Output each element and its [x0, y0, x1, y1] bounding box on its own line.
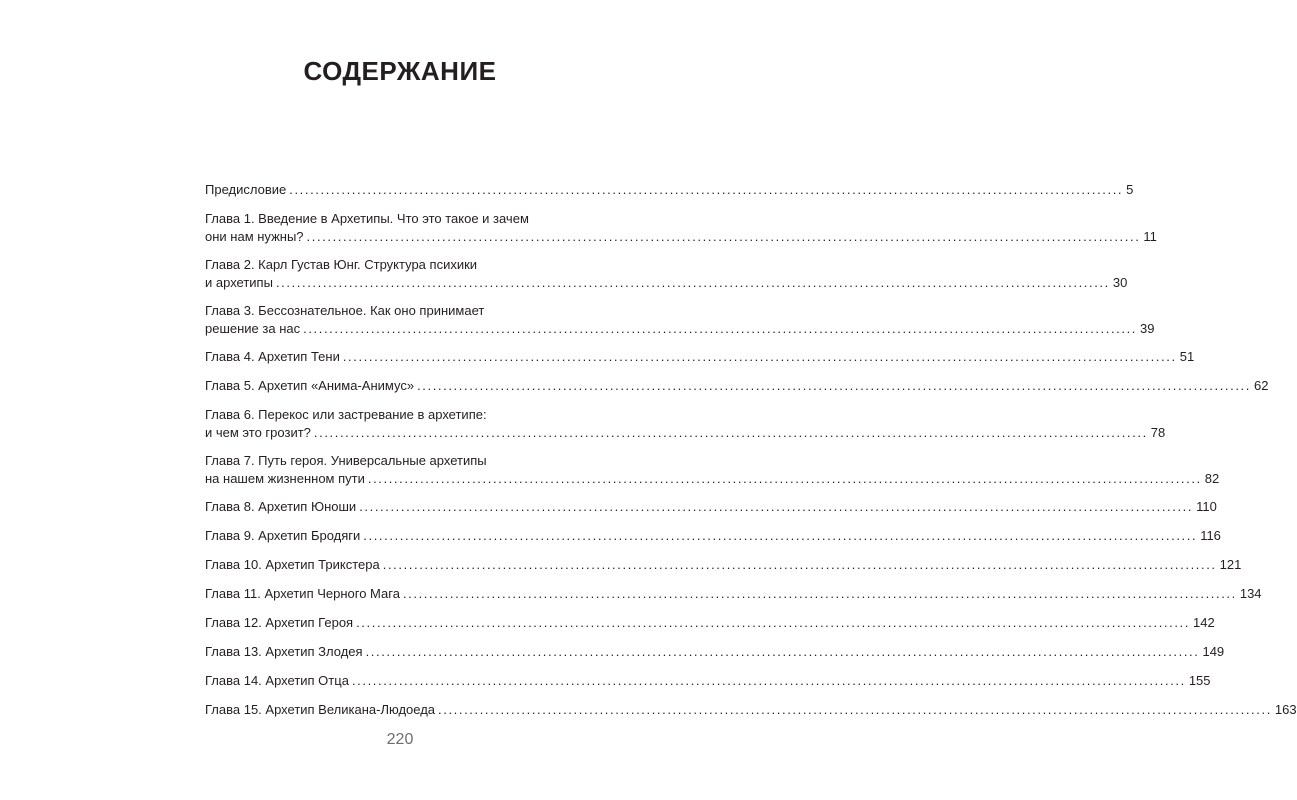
page-number: 220	[386, 731, 414, 748]
toc-entry	[205, 256, 1128, 292]
dot-leader: ................................................................................................................................................................	[289, 182, 1124, 197]
toc-entry-page-number: 142	[1192, 615, 1215, 630]
toc-entry-last-line	[205, 181, 1134, 199]
toc-entry-title-line: Глава 13. Архетип Злодея	[205, 644, 363, 659]
dot-leader: ................................................................................................................................................................	[382, 557, 1217, 572]
toc-entry-page-number: 51	[1179, 349, 1195, 364]
dot-leader: ................................................................................................................................................................	[356, 615, 1190, 630]
toc-entry-page-number: 134	[1239, 586, 1262, 601]
toc-entry-title-line: на нашем жизненном пути	[205, 471, 365, 486]
toc-entry-title-line: Глава 2. Карл Густав Юнг. Структура психики	[205, 257, 478, 272]
toc-entry	[205, 643, 1225, 661]
toc-entry-last-line	[205, 527, 1221, 545]
toc-entry	[205, 614, 1215, 632]
toc-entry	[205, 348, 1195, 366]
toc-entry-last-line	[205, 614, 1215, 632]
toc-entry-page-number: 110	[1196, 499, 1217, 514]
toc-entry-page-number: 155	[1188, 673, 1211, 688]
toc-entry-title-line: Глава 14. Архетип Отца	[205, 673, 349, 688]
table-of-contents	[205, 181, 1297, 719]
toc-entry-title-line: Глава 4. Архетип Тени	[205, 349, 340, 364]
dot-leader: ................................................................................................................................................................	[365, 644, 1200, 659]
toc-entry	[205, 556, 1242, 574]
dot-leader: ................................................................................................................................................................	[303, 321, 1138, 336]
toc-entry-page-number: 116	[1200, 528, 1221, 543]
toc-entry-page-number: 39	[1140, 321, 1155, 336]
toc-entry-last-line	[205, 320, 1155, 338]
toc-entry-page-number: 11	[1143, 229, 1157, 244]
toc-entry-last-line	[205, 274, 1128, 292]
toc-entry-last-line	[205, 585, 1262, 603]
toc-entry-last-line	[205, 556, 1242, 574]
toc-entry-title-line: Глава 10. Архетип Трикстера	[205, 557, 380, 572]
toc-entry	[205, 701, 1297, 719]
toc-entry-title-line: Глава 1. Введение в Архетипы. Что это такое и зачем	[205, 211, 529, 226]
dot-leader: ................................................................................................................................................................	[402, 586, 1237, 601]
toc-entry-title-line: Глава 7. Путь героя. Универсальные архетипы	[205, 453, 487, 468]
toc-entry-last-line	[205, 228, 1157, 246]
toc-entry-title-line: они нам нужны?	[205, 229, 304, 244]
toc-entry-title-line: и архетипы	[205, 275, 273, 290]
toc-entry	[205, 302, 1155, 338]
toc-entry-title-line: Глава 6. Перекос или застревание в архетипе:	[205, 407, 487, 422]
toc-entry-page-number: 149	[1202, 644, 1225, 659]
toc-entry-last-line	[205, 701, 1297, 719]
toc-entry	[205, 210, 1157, 246]
toc-entry-title-line: решение за нас	[205, 321, 301, 336]
toc-entry-title-line: Глава 3. Бессознательное. Как оно принимает	[205, 303, 485, 318]
toc-entry	[205, 181, 1134, 199]
toc-entry-page-number: 163	[1274, 702, 1297, 717]
toc-entry-last-line	[205, 498, 1217, 516]
toc-entry	[205, 585, 1262, 603]
toc-entry-last-line	[205, 672, 1211, 690]
dot-leader: ................................................................................................................................................................	[367, 471, 1202, 486]
toc-entry-page-number: 82	[1204, 471, 1220, 486]
toc-entry-last-line	[205, 643, 1225, 661]
dot-leader: ................................................................................................................................................................	[438, 702, 1272, 717]
dot-leader: ................................................................................................................................................................	[306, 229, 1141, 244]
dot-leader: ................................................................................................................................................................	[363, 528, 1198, 543]
toc-entry	[205, 452, 1220, 488]
toc-entry-page-number: 5	[1126, 182, 1134, 197]
toc-entry-title-line: Глава 11. Архетип Черного Мага	[205, 586, 400, 601]
toc-entry-title-line: Глава 9. Архетип Бродяги	[205, 528, 361, 543]
toc-entry-title-line: и чем это грозит?	[205, 425, 311, 440]
toc-entry	[205, 377, 1269, 395]
dot-leader: ................................................................................................................................................................	[417, 378, 1251, 393]
dot-leader: ................................................................................................................................................................	[275, 275, 1110, 290]
toc-entry-title-line: Глава 12. Архетип Героя	[205, 615, 354, 630]
dot-leader: ................................................................................................................................................................	[359, 499, 1194, 514]
page-title: СОДЕРЖАНИЕ	[303, 56, 497, 86]
toc-entry-page-number: 62	[1253, 378, 1269, 393]
toc-entry	[205, 406, 1166, 442]
toc-entry-title-line: Глава 8. Архетип Юноши	[205, 499, 357, 514]
toc-entry	[205, 498, 1217, 516]
toc-entry-title-line: Глава 5. Архетип «Анима-Анимус»	[205, 378, 415, 393]
dot-leader: ................................................................................................................................................................	[342, 349, 1177, 364]
toc-entry-page-number: 121	[1219, 557, 1242, 572]
toc-entry-last-line	[205, 470, 1220, 488]
toc-entry-last-line	[205, 348, 1195, 366]
toc-entry-title-line: Глава 15. Архетип Великана-Людоеда	[205, 702, 436, 717]
dot-leader: ................................................................................................................................................................	[313, 425, 1148, 440]
toc-entry-page-number: 30	[1112, 275, 1128, 290]
toc-entry-page-number: 78	[1150, 425, 1166, 440]
toc-entry-title-line: Предисловие	[205, 182, 287, 197]
toc-entry	[205, 527, 1221, 545]
dot-leader: ................................................................................................................................................................	[351, 673, 1186, 688]
toc-entry	[205, 672, 1211, 690]
toc-entry-last-line	[205, 424, 1166, 442]
toc-entry-last-line	[205, 377, 1269, 395]
